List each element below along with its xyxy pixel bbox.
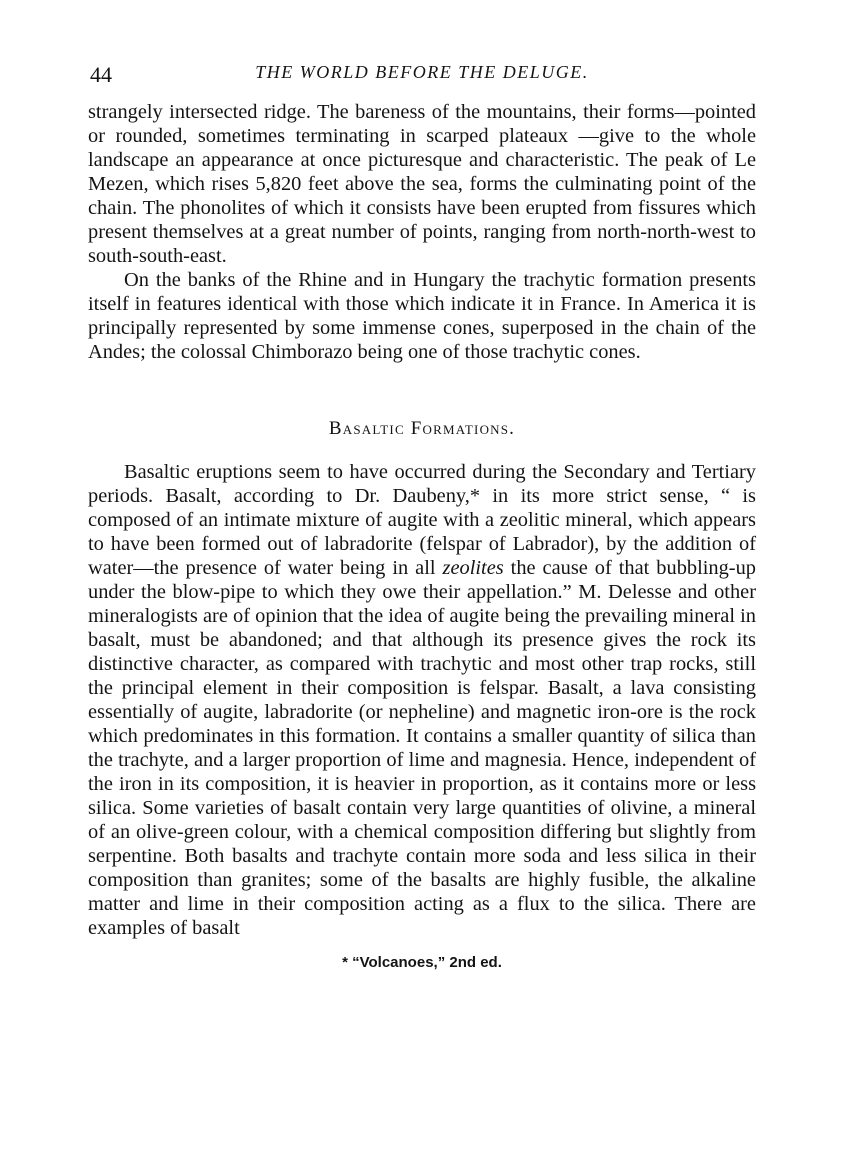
paragraph-basaltic-text-1: Basaltic eruptions seem to have occurred during the Secondary and Tertiary periods. Basalt, according to Dr. Daubeny,* in its more strict sense, “ is composed of an intimate mixture of augite with a zeolitic mineral, which appears to have been formed out of labradorite (felspar of Labrador), by the addition of water—the presence of water being in all [88,461,756,579]
section-heading: Basaltic Formations. [328,418,516,439]
book-page [88,58,756,971]
running-title: THE WORLD BEFORE THE DELUGE. [255,62,589,82]
paragraph-continued: strangely intersected ridge. The bareness of the mountains, their forms—pointed or rounded, sometimes terminating in scarped plateaux —give to the whole landscape an appearance at once picturesque and characteristic. The peak of Le Mezen, which rises 5,820 feet above the sea, forms the culminating point of the chain. The phonolites of which it consists have been erupted from fissures which present themselves at a great number of points, ranging from north-north-west to south-south-east. [88,101,756,267]
footnote: * “Volcanoes,” 2nd ed. [342,954,502,971]
running-head [88,58,756,92]
page-number: 44 [90,62,112,87]
paragraph-basaltic-emphasis: zeolites [442,557,504,579]
paragraph-basaltic [88,460,756,940]
paragraph-basaltic-text-2: the cause of that bubbling-up under the blow-pipe to which they owe their appellation.” M. Delesse and other mineralogists are of opinion that the idea of augite being the prevailing mineral in basalt, must be abandoned; and that although its presence gives the rock its distinctive character, as compared with trachytic and most other trap rocks, still the principal element in their composition is felspar. Basalt, a lava consisting essentially of augite, labradorite (or nepheline) and magnetic iron-ore is the rock which predominates in this formation. It contains a smaller quantity of silica than the trachyte, and a larger proportion of lime and magnesia. Hence, independent of the iron in its composition, it is heavier in proportion, as it contains more or less silica. Some varieties of basalt contain very large quantities of olivine, a mineral of an olive-green colour, with a chemical composition differing but slightly from serpentine. Both basalts and trachyte contain more soda and less silica in their composition than granites; some of the basalts are highly fusible, the alkaline matter and lime in their composition acting as a flux to the silica. There are examples of basalt [88,557,756,939]
paragraph-trachytic: On the banks of the Rhine and in Hungary the trachytic formation presents itself in features identical with those which indicate it in France. In America it is principally represented by some immense cones, superposed in the chain of the Andes; the colossal Chimborazo being one of those trachytic cones. [88,269,756,363]
